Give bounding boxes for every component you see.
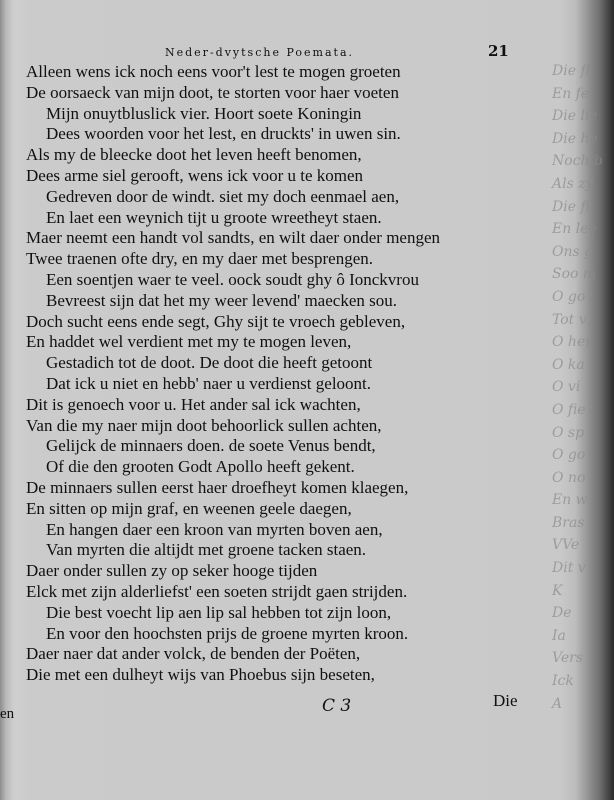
poem-line: Elck met zijn alderliefst' een soeten strijdt gaen strijden. (26, 582, 408, 601)
bleed-fragment: Noch b (552, 153, 603, 170)
catchword: Die (493, 691, 518, 710)
bleed-fragment: O no (552, 469, 586, 486)
poem-line: Daer naer dat ander volck, de benden der Poëten, (26, 644, 361, 664)
poem-line: De minnaers sullen eerst haer droefheyt komen klaegen, (26, 478, 409, 497)
poem-line: Van myrten die altijdt met groene tacken staen. (46, 540, 367, 560)
bleed-fragment: En fe (552, 85, 590, 102)
bleed-fragment: O go (552, 447, 586, 464)
poem-line: Dees arme siel gerooft, wens ick voor u te komen (26, 166, 364, 185)
bleed-fragment: En lee (552, 221, 597, 238)
poem-line: Een soentjen waer te veel. oock soudt ghy ô Ionckvrou (46, 270, 419, 289)
poem-line: Mijn onuytbluslick vier. Hoort soete Koningin (46, 103, 362, 123)
bleed-fragment: Die lie (552, 108, 598, 125)
poem-line: En laet een weynich tijt u groote wreetheyt staen. (46, 207, 382, 227)
bleed-fragment: Bras (552, 514, 585, 531)
poem-line: Bevreest sijn dat het my weer levend' maecken sou. (46, 290, 397, 310)
bleed-fragment: Dit v (552, 560, 586, 577)
poem-line: Gestadich tot de doot. De doot die heeft getoont (46, 353, 373, 373)
bleed-fragment: De (552, 605, 572, 622)
page-number: 21 (488, 42, 509, 60)
signature-mark: C 3 (322, 696, 352, 716)
bleed-fragment: O her (552, 334, 592, 351)
running-title: Neder-dvytsche Poemata. (165, 46, 354, 59)
bleed-fragment: O fie (552, 401, 586, 418)
bleed-fragment: Ons g (552, 243, 594, 260)
poem-line: Gedreven door de windt. siet my doch eenmael aen, (46, 186, 400, 206)
bleed-fragment: En w (552, 492, 588, 509)
bleed-fragment: O vi (552, 379, 581, 396)
poem-line: Doch sucht eens ende segt, Ghy sijt te vroech gebleven, (26, 311, 406, 331)
poem-line: Gelijck de minnaers doen. de soete Venus bendt, (46, 436, 376, 456)
poem-line: Dees woorden voor het lest, en druckts' in uwen sin. (46, 124, 401, 144)
poem-line: Twee traenen ofte dry, en my daer met besprengen. (26, 249, 373, 269)
bleed-fragment: O go (552, 288, 586, 305)
poem-line: Daer onder sullen zy op seker hooge tijden (26, 561, 318, 581)
bleed-fragment: O sp (552, 424, 585, 441)
poem-line: En sitten op mijn graf, en weenen geele daegen, (26, 498, 352, 518)
left-margin-fragment: en (0, 706, 15, 722)
poem-line: Dat ick u niet en hebb' naer u verdienst geloont. (46, 374, 372, 393)
poem-line: Als my de bleecke doot het leven heeft benomen, (26, 145, 362, 165)
poem-line: En voor den hoochsten prijs de groene myrten kroon. (46, 623, 409, 643)
poem-line: Maer neemt een handt vol sandts, en wilt daer onder mengen (26, 228, 441, 248)
bleed-fragment: Vers (552, 650, 583, 667)
poem-line: En hangen daer een kroon van myrten boven aen, (46, 519, 383, 539)
poem-line: Die best voecht lip aen lip sal hebben tot zijn loon, (46, 602, 392, 622)
bleed-fragment: Die he (552, 130, 598, 147)
poem-line: Dit is genoech voor u. Het ander sal ick wachten, (26, 394, 361, 414)
bleed-through-text (552, 60, 603, 712)
bleed-fragment: Als zy (552, 175, 594, 192)
bleed-fragment: Ick (552, 673, 574, 690)
poem-line: En haddet wel verdient met my te mogen leven, (26, 332, 352, 352)
bleed-fragment: O ka (552, 356, 585, 373)
bleed-fragment: Soo m (552, 266, 597, 283)
bleed-fragment: Tot v (552, 311, 587, 328)
bleed-fragment: Ia (552, 627, 566, 644)
bleed-fragment: Die fi (552, 198, 590, 215)
poem-line: Van die my naer mijn doot behoorlick sullen achten, (26, 415, 382, 435)
poem-line: Die met een dulheyt wijs van Phoebus sijn beseten, (26, 665, 375, 685)
poem-line: Of die den grooten Godt Apollo heeft gekent. (46, 457, 355, 477)
bleed-fragment: VVe (552, 537, 580, 554)
bleed-fragment: K (552, 582, 563, 599)
poem-line: Alleen wens ick noch eens voor't lest te mogen groeten (26, 62, 401, 81)
bleed-fragment: A (552, 695, 563, 712)
bleed-fragment: Die fl (552, 63, 590, 79)
poem-line: De oorsaeck van mijn doot, te storten voor haer voeten (26, 82, 399, 102)
